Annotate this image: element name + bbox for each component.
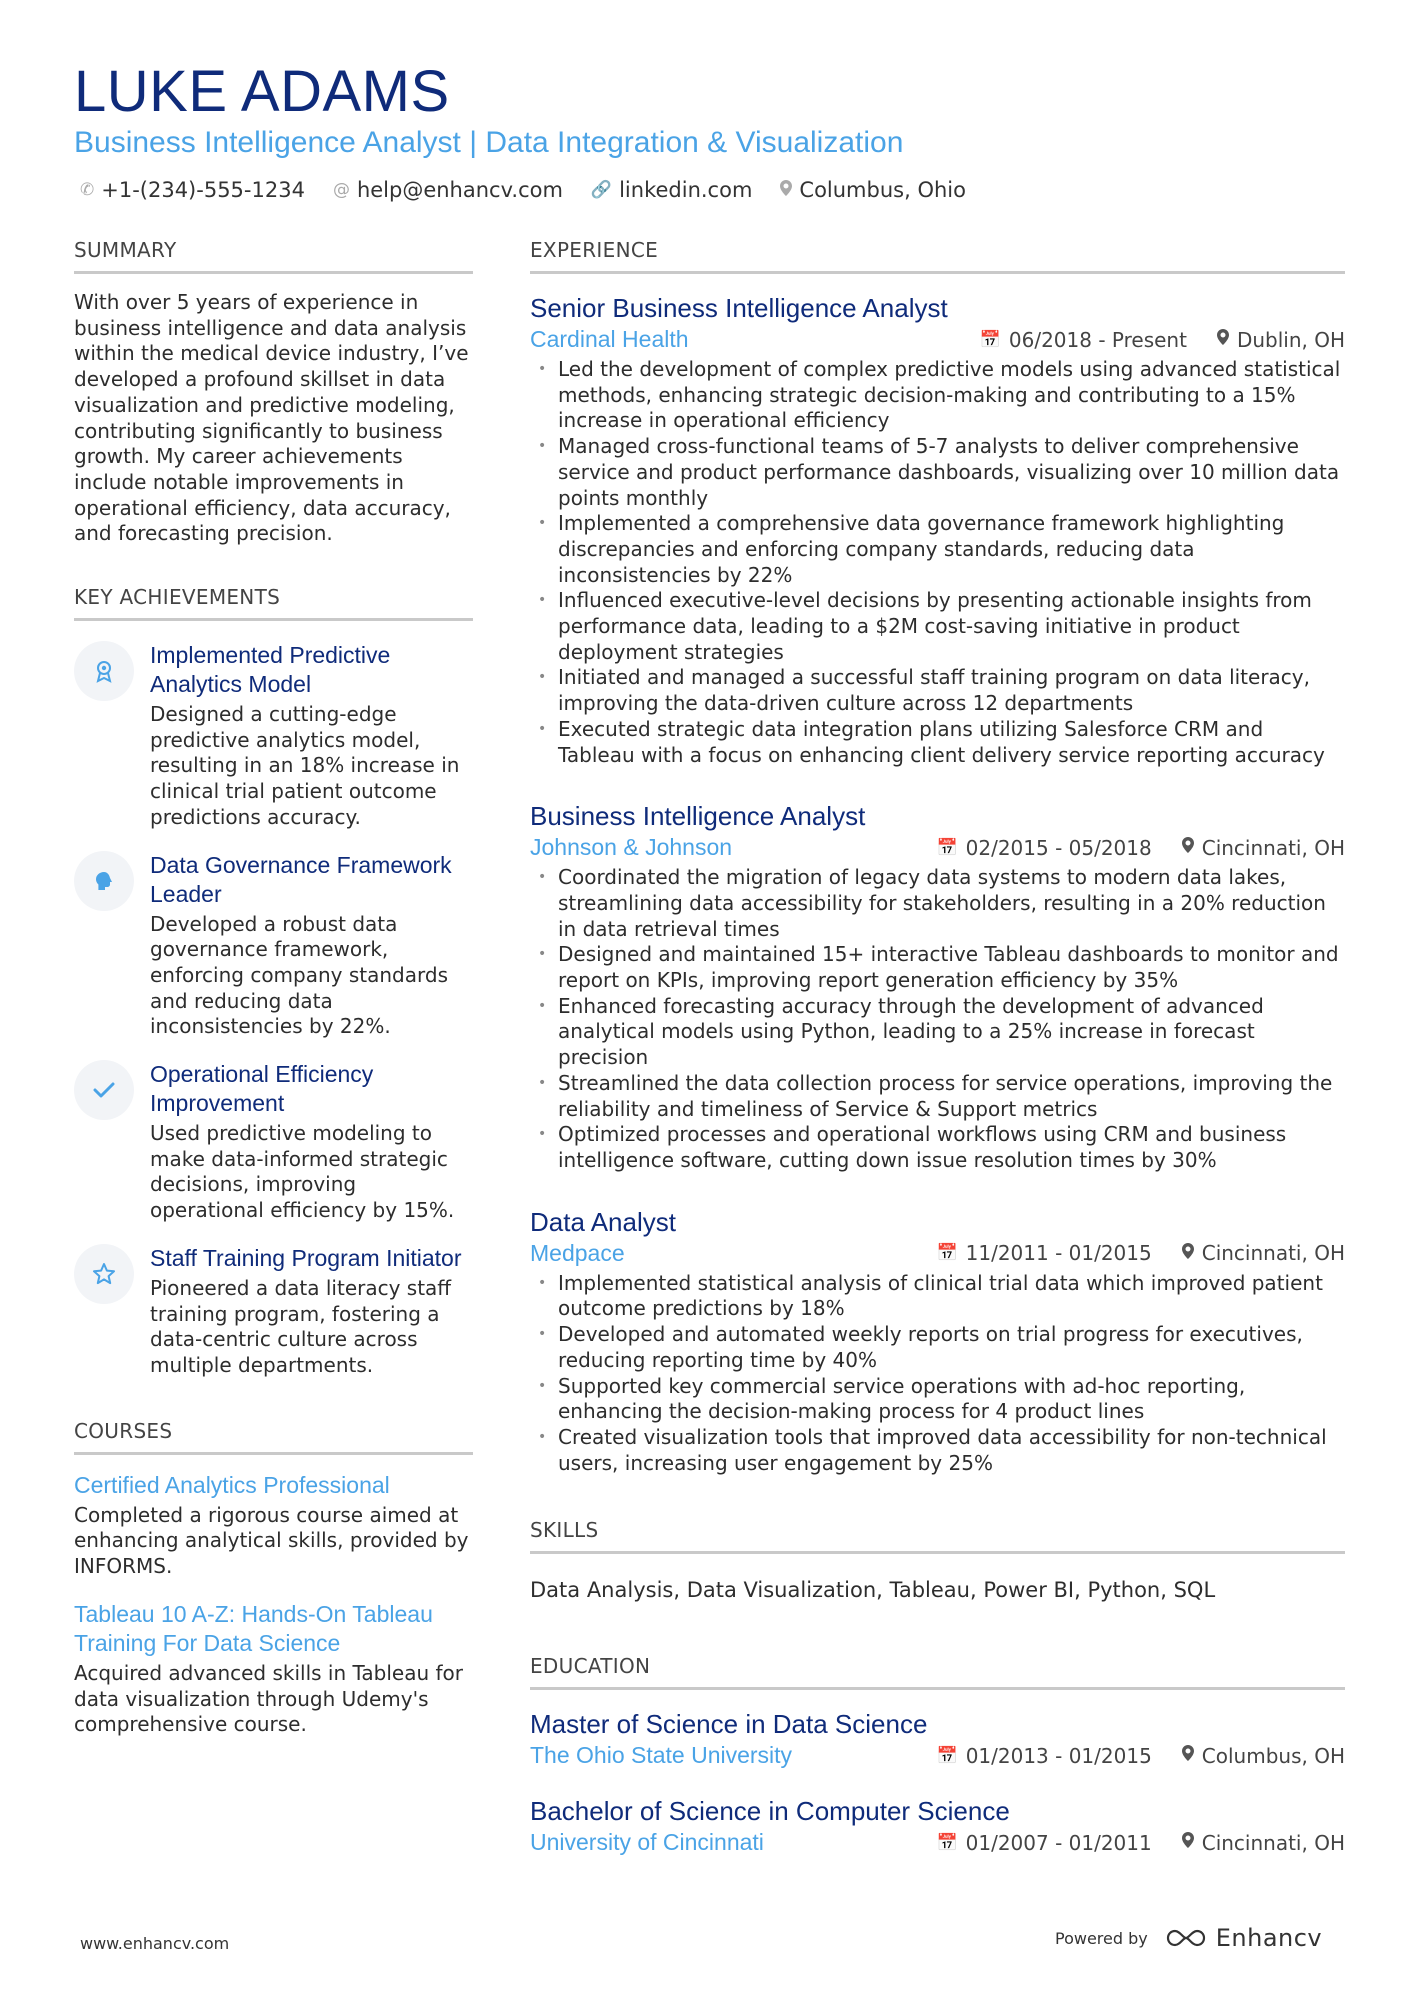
contact-bar	[80, 178, 966, 202]
job-bullet: • Led the development of complex predictive models using advanced statistical methods, enhancing strategic decision-making and contributing to a 15% increase in operational efficiency	[530, 357, 1345, 434]
achievements-heading: KEY ACHIEVEMENTS	[74, 585, 473, 621]
brand-name: Enhancv	[1215, 1924, 1323, 1952]
job-bullet: • Streamlined the data collection process for service operations, improving the reliability and timeliness of Service & Support metrics	[530, 1071, 1345, 1122]
calendar-icon: 📅	[936, 1243, 958, 1264]
achievement-item	[74, 1060, 473, 1224]
job-bullet: • Supported key commercial service operations with ad-hoc reporting, enhancing the decision-making process for 4 product lines	[530, 1374, 1345, 1425]
location-pin-icon	[1217, 329, 1229, 350]
company-name: Medpace	[530, 1239, 625, 1266]
job-location: Dublin, OH	[1236, 327, 1345, 352]
experience-heading: EXPERIENCE	[530, 238, 1345, 274]
brain-icon	[74, 851, 134, 911]
candidate-headline: Business Intelligence Analyst | Data Integration & Visualization	[74, 126, 904, 159]
course-desc: Completed a rigorous course aimed at enhancing analytical skills, provided by INFORMS.	[74, 1502, 469, 1579]
location-text: Columbus, Ohio	[799, 178, 966, 202]
company-name: Johnson & Johnson	[530, 834, 733, 861]
job-bullets	[530, 357, 1345, 768]
courses-heading: COURSES	[74, 1419, 473, 1455]
achievement-item	[74, 641, 473, 831]
link-icon: 🔗	[590, 180, 613, 200]
at-icon: @	[332, 180, 350, 200]
job-dates: 11/2011 - 01/2015	[965, 1241, 1152, 1266]
achievement-item	[74, 1244, 473, 1379]
education-entry	[530, 1795, 1345, 1856]
location-pin-icon	[780, 180, 792, 201]
course-desc: Acquired advanced skills in Tableau for data visualization through Udemy's comprehensive course.	[74, 1660, 464, 1737]
education-section	[530, 1654, 1345, 1856]
skills-heading: SKILLS	[530, 1518, 1345, 1554]
job-bullet: • Enhanced forecasting accuracy through the development of advanced analytical models using Python, leading to a 25% increase in forecast precision	[530, 994, 1345, 1071]
company-name: Cardinal Health	[530, 326, 689, 352]
job-bullet: • Managed cross-functional teams of 5-7 analysts to deliver comprehensive service and product performance dashboards, visualizing over 10 million data points monthly	[530, 434, 1345, 511]
job-bullet: • Coordinated the migration of legacy data systems to modern data lakes, streamlining data accessibility for stakeholders, resulting in a 20% reduction in data retrieval times	[530, 865, 1345, 942]
job-entry	[530, 292, 1345, 768]
degree-title: Master of Science in Data Science	[530, 1709, 928, 1740]
powered-by-label: Powered by	[1055, 1928, 1148, 1948]
phone-icon: ✆	[80, 180, 95, 200]
contact-location	[780, 178, 966, 202]
achievement-title: Operational Efficiency Improvement	[150, 1061, 374, 1117]
skills-section	[530, 1518, 1345, 1602]
job-bullets	[530, 1271, 1345, 1477]
achievements-section	[74, 585, 473, 1379]
linkedin-text: linkedin.com	[619, 178, 753, 202]
education-dates: 01/2013 - 01/2015	[965, 1743, 1152, 1768]
calendar-icon: 📅	[936, 837, 958, 858]
skills-text: Data Analysis, Data Visualization, Tableau, Power BI, Python, SQL	[530, 1578, 1216, 1603]
degree-title: Bachelor of Science in Computer Science	[530, 1796, 1010, 1827]
education-location: Cincinnati, OH	[1201, 1830, 1345, 1855]
job-bullet: • Implemented a comprehensive data governance framework highlighting discrepancies and enforcing company standards, reducing data inconsistencies by 22%	[530, 511, 1345, 588]
job-dates: 06/2018 - Present	[1008, 327, 1187, 352]
job-bullet: • Influenced executive-level decisions by presenting actionable insights from performance data, leading to a $2M cost-saving initiative in product deployment strategies	[530, 588, 1345, 665]
job-entry	[530, 1206, 1345, 1477]
job-bullet: • Developed and automated weekly reports on trial progress for executives, reducing reporting time by 40%	[530, 1322, 1345, 1373]
job-title: Data Analyst	[530, 1206, 676, 1237]
achievement-desc: Designed a cutting-edge predictive analytics model, resulting in an 18% increase in clinical trial patient outcome predictions accuracy.	[150, 702, 460, 829]
award-icon	[74, 641, 134, 701]
summary-section	[74, 238, 473, 547]
education-entry	[530, 1708, 1345, 1769]
job-title: Senior Business Intelligence Analyst	[530, 293, 948, 323]
email-text: help@enhancv.com	[356, 178, 563, 202]
achievement-title: Data Governance Framework Leader	[150, 851, 452, 907]
achievement-desc: Used predictive modeling to make data-informed strategic decisions, improving operational efficiency by 15%.	[150, 1121, 455, 1223]
job-location: Cincinnati, OH	[1201, 835, 1345, 860]
job-entry	[530, 800, 1345, 1173]
job-bullets	[530, 865, 1345, 1173]
course-title: Tableau 10 A-Z: Hands-On Tableau Training For Data Science	[74, 1600, 433, 1656]
achievement-title: Staff Training Program Initiator	[150, 1244, 462, 1271]
location-pin-icon	[1182, 1832, 1194, 1853]
infinity-icon	[1164, 1927, 1208, 1949]
footer-branding	[1055, 1924, 1322, 1952]
contact-phone[interactable]	[80, 178, 305, 202]
location-pin-icon	[1182, 1745, 1194, 1766]
course-item	[74, 1471, 473, 1580]
courses-section	[74, 1419, 473, 1738]
experience-section	[530, 238, 1345, 1476]
job-bullet: • Implemented statistical analysis of clinical trial data which improved patient outcome predictions by 18%	[530, 1271, 1345, 1322]
enhancv-logo[interactable]	[1164, 1924, 1322, 1952]
calendar-icon: 📅	[979, 329, 1001, 350]
calendar-icon: 📅	[936, 1832, 958, 1853]
course-item	[74, 1600, 473, 1738]
phone-text: +1-(234)-555-1234	[101, 178, 305, 202]
achievement-desc: Pioneered a data literacy staff training program, fostering a data-centric culture across multiple departments.	[150, 1275, 452, 1377]
education-heading: EDUCATION	[530, 1654, 1345, 1690]
job-location: Cincinnati, OH	[1201, 1241, 1345, 1266]
job-bullet: • Designed and maintained 15+ interactive Tableau dashboards to monitor and report on KPIs, improving report generation efficiency by 35%	[530, 942, 1345, 993]
achievement-title: Implemented Predictive Analytics Model	[150, 642, 391, 698]
school-name: University of Cincinnati	[530, 1829, 764, 1856]
contact-linkedin[interactable]	[591, 178, 752, 202]
right-column	[530, 238, 1345, 1856]
check-icon	[74, 1060, 134, 1120]
job-bullet: • Initiated and managed a successful staff training program on data literacy, improving the data-driven culture across 12 departments	[530, 665, 1345, 716]
job-bullet: • Optimized processes and operational workflows using CRM and business intelligence software, cutting down issue resolution times by 30%	[530, 1122, 1345, 1173]
education-dates: 01/2007 - 01/2011	[965, 1830, 1152, 1855]
school-name: The Ohio State University	[530, 1742, 793, 1769]
education-location: Columbus, OH	[1201, 1743, 1345, 1768]
job-bullet: • Executed strategic data integration plans utilizing Salesforce CRM and Tableau with a focus on enhancing client delivery service reporting accuracy	[530, 717, 1345, 768]
candidate-name: LUKE ADAMS	[74, 59, 450, 124]
location-pin-icon	[1182, 1243, 1194, 1264]
calendar-icon: 📅	[936, 1745, 958, 1766]
job-bullet: • Created visualization tools that improved data accessibility for non-technical users, increasing user engagement by 25%	[530, 1425, 1345, 1476]
course-title: Certified Analytics Professional	[74, 1471, 390, 1498]
left-column	[74, 238, 473, 1738]
job-title: Business Intelligence Analyst	[530, 801, 866, 832]
achievement-item	[74, 851, 473, 1041]
location-pin-icon	[1182, 837, 1194, 858]
star-icon	[74, 1244, 134, 1304]
footer-website[interactable]: www.enhancv.com	[80, 1934, 230, 1953]
job-dates: 02/2015 - 05/2018	[965, 835, 1152, 860]
contact-email[interactable]	[333, 178, 563, 202]
achievement-desc: Developed a robust data governance framework, enforcing company standards and reducing data inconsistencies by 22%.	[150, 911, 448, 1039]
summary-heading: SUMMARY	[74, 238, 473, 274]
summary-text: With over 5 years of experience in business intelligence and data analysis within the medical device industry, I’ve developed a profound skillset in data visualization and predictive modeling, contributing significantly to business growth. My career achievements include notable improvements in operational efficiency, data accuracy, and forecasting precision.	[74, 290, 469, 546]
